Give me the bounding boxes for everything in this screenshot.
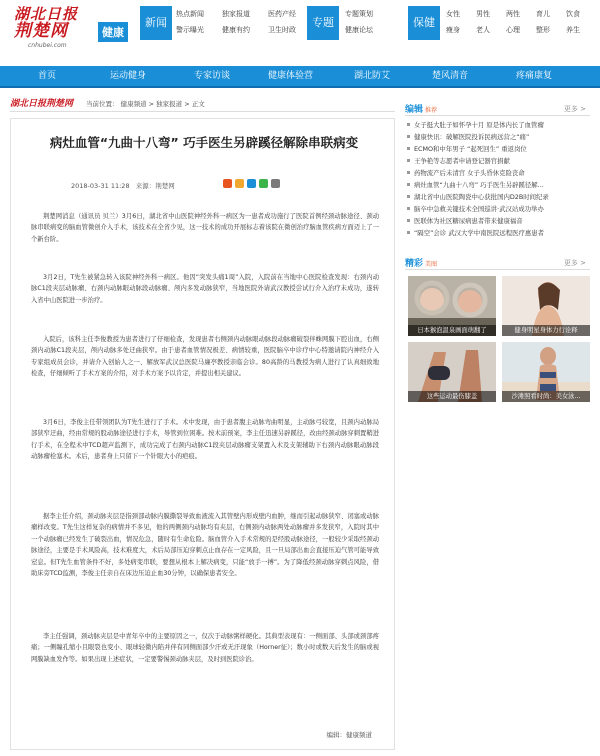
recommend-header bbox=[405, 102, 590, 116]
breadcrumb-item[interactable]: 健康频道 bbox=[120, 100, 147, 108]
list-item[interactable]: 湖北省中山医院陶瓷中心获批国内D2B时间纪录 bbox=[405, 192, 549, 201]
site-header bbox=[0, 0, 600, 60]
nav-link[interactable]: 健康论坛 bbox=[345, 26, 373, 34]
main-nav-item[interactable]: 疼痛康复 bbox=[516, 71, 553, 81]
share-weibo-icon[interactable] bbox=[223, 179, 232, 188]
nav-link[interactable]: 饮食 bbox=[566, 10, 580, 18]
photo-thumb[interactable] bbox=[502, 342, 590, 402]
photo-thumb[interactable] bbox=[408, 276, 496, 336]
nav-tag-health[interactable]: 保健 bbox=[408, 6, 440, 40]
nav-link[interactable]: 瘦身 bbox=[446, 26, 460, 34]
photo-caption: 健身明星身体力行诠释 bbox=[502, 325, 590, 336]
list-item[interactable]: 病灶血管“九曲十八弯” 巧手医生另辟蹊径解... bbox=[405, 180, 544, 189]
breadcrumb-item[interactable]: 独家报道 bbox=[156, 100, 183, 108]
article-title: 病灶血管“九曲十八弯” 巧手医生另辟蹊径解除串联病变 bbox=[49, 135, 359, 150]
article-source: 荆楚网 bbox=[155, 182, 175, 190]
nav-link[interactable]: 养生 bbox=[566, 26, 580, 34]
nav-link[interactable]: 健康有约 bbox=[222, 26, 250, 34]
article-editor: 编辑：健康频道 bbox=[326, 731, 372, 739]
article-paragraph: 3月2日，T先生被紧急转入该院神经外科一病区。他因“突发头痛1周”入院，入院前在当地中心医院检查发现：右颈内动脉C1段夹层动脉瘤、右颈内动脉眼动脉段动脉瘤、颅内多发动脉狭窄，当地医院外请武汉教授尝试行介入治疗未成功，遂转入省中山医院进一步治疗。 bbox=[31, 274, 379, 304]
nav-link[interactable]: 热点新闻 bbox=[176, 10, 204, 18]
site-url: cnhubei.com bbox=[28, 42, 67, 49]
main-nav-item[interactable]: 楚风清音 bbox=[432, 71, 469, 81]
nav-link[interactable]: 育儿 bbox=[536, 10, 550, 18]
nav-link[interactable]: 男性 bbox=[476, 10, 490, 18]
nav-block-topics bbox=[307, 6, 405, 40]
photo-caption: 日本猴泡温泉画面萌翻了 bbox=[408, 325, 496, 336]
breadcrumb-item-current: 正文 bbox=[191, 100, 205, 108]
article-source-label: 来源： bbox=[135, 182, 156, 190]
photo-caption: 沙滩照看时尚：美女泳... bbox=[502, 391, 590, 402]
main-nav-item-home[interactable]: 首页 bbox=[38, 71, 57, 81]
recommend-more-link[interactable]: 更多 > bbox=[563, 105, 586, 113]
nav-link[interactable]: 专题策划 bbox=[345, 10, 373, 18]
breadcrumb-logo[interactable]: 湖北日报荆楚网 bbox=[10, 99, 74, 109]
article bbox=[10, 118, 395, 750]
breadcrumb-separator: > bbox=[146, 100, 157, 108]
nav-link[interactable]: 老人 bbox=[476, 26, 490, 34]
article-paragraph: 入院后，该科主任李俊教授为患者进行了仔细检查，发现患者右侧颈内动脉眼动脉段动脉瘤破裂伴蛛网膜下腔出血，右侧颈内动脉C1段夹层，颅内动脉多处迂曲狭窄。由于患者血管情况极差、病情较重，医院脑卒中诊疗中心特邀请院内神经介入专家组成员会诊，并请介入创始人之一、解放军武汉总医院马廉亭教授亲临会诊。80高龄的马教授为病人进行了认真细致地检查，仔细倾听了手术方案的介绍，对手术方案予以肯定，并提出相关建议。 bbox=[31, 336, 379, 378]
nav-block-news bbox=[140, 6, 300, 40]
article-paragraph: 据李主任介绍，颈动脉夹层是指颈部动脉内膜撕裂导致血液流入其管壁内形成壁内血肿，继而引起动脉狭窄、闭塞或动脉瘤样改变。T先生这样复杂的病情并不多见，他的两侧颈内动脉均有夹层，右侧颈内动脉两处动脉瘤并多发狭窄，入院时其中一个动脉瘤已经发生了破裂出血，情况危急，随时有生命危险。脑血管介入手术常规的是经股动脉途径，一般较少采取经颈动脉途径，主要是手术风险高，技术难度大，术后局部压迫穿刺点止血存在一定风险，且一旦局部出血会直接压迫气管可能导致窒息。但T先生血管条件不好，多处病变串联，要想从根本上解决病变，只能“放手一搏”。为了降低经颈动脉穿刺点风险，借助床旁TCD监测，李俊主任亲自在床边压迫止血30分钟，以确保患者安全。 bbox=[31, 513, 379, 578]
nav-link[interactable]: 整形 bbox=[536, 26, 550, 34]
photo-title: 精彩 美图 bbox=[405, 259, 438, 269]
nav-link[interactable]: 警示曝光 bbox=[176, 26, 204, 34]
nav-link[interactable]: 独家报道 bbox=[222, 10, 250, 18]
main-nav-item[interactable]: 专家访谈 bbox=[194, 71, 231, 81]
recommend-title: 编辑 推荐 bbox=[405, 105, 438, 115]
breadcrumb bbox=[10, 94, 395, 112]
channel-tag: 健康 bbox=[98, 22, 128, 42]
list-item[interactable]: 医联体为社区糖尿病患者带来健康福音 bbox=[405, 216, 523, 225]
site-logo[interactable] bbox=[14, 6, 142, 50]
main-nav-item[interactable]: 运动健身 bbox=[110, 71, 147, 81]
nav-link[interactable]: 医药产经 bbox=[268, 10, 296, 18]
breadcrumb-separator: > bbox=[182, 100, 192, 108]
main-nav-item[interactable]: 湖北防艾 bbox=[354, 71, 391, 81]
share-wechat-icon[interactable] bbox=[259, 179, 268, 188]
main-nav-item[interactable]: 健康体验营 bbox=[268, 71, 314, 81]
list-item[interactable]: 女子挺大肚子如怀孕十月 原是体内长了血管瘤 bbox=[405, 120, 544, 129]
breadcrumb-label: 当前位置： bbox=[86, 100, 119, 108]
list-item[interactable]: 脑卒中急救关键技术全国巡讲·武汉站成功举办 bbox=[405, 204, 544, 213]
nav-link[interactable]: 两性 bbox=[506, 10, 520, 18]
photo-thumb[interactable] bbox=[408, 342, 496, 402]
article-paragraph: 荆楚网消息（通讯员 贝兰）3月6日，湖北省中山医院神经外科一病区为一患者成功施行了医院首例经颈动脉途径、颈动脉串联病变的脑血管微创介入手术，该技术在全省少见，这一技术的成功开展标志着该院在微创治疗脑血管疾病方面迈上了一个新台阶。 bbox=[31, 213, 379, 243]
share-qq-icon[interactable] bbox=[247, 179, 256, 188]
photo-thumb[interactable] bbox=[502, 276, 590, 336]
nav-link[interactable]: 心理 bbox=[506, 26, 520, 34]
nav-tag-news[interactable]: 新闻 bbox=[140, 6, 172, 40]
brand-line2: 荆楚网 bbox=[14, 21, 68, 41]
list-item[interactable]: ECMO和中年男子 “起死回生” 重返岗位 bbox=[405, 144, 527, 153]
list-item[interactable]: 王争艳等志愿者申请登记器官捐献 bbox=[405, 156, 510, 165]
nav-block-health bbox=[408, 6, 598, 40]
nav-link[interactable]: 卫生时政 bbox=[268, 26, 296, 34]
photo-header bbox=[405, 256, 590, 270]
article-date: 2018-03-31 11:28 bbox=[71, 182, 130, 190]
brand-line1: 湖北日报 bbox=[14, 5, 79, 23]
list-item[interactable]: 药物流产后未清宫 女子头昏休克险丧命 bbox=[405, 168, 525, 177]
nav-link[interactable]: 女性 bbox=[446, 10, 460, 18]
breadcrumb-path bbox=[86, 99, 205, 108]
main-nav-bar bbox=[0, 66, 600, 88]
nav-tag-topics[interactable]: 专题 bbox=[307, 6, 339, 40]
list-item[interactable]: 健康快讯：破解医院投诉民病远营之“痛” bbox=[405, 132, 529, 141]
share-more-icon[interactable] bbox=[271, 179, 280, 188]
photo-more-link[interactable]: 更多 > bbox=[563, 259, 586, 267]
list-item[interactable]: “隔空”会诊 武汉大学中南医院远程医疗惠患者 bbox=[405, 228, 544, 237]
photo-caption: 这些运动最伤膝盖 bbox=[408, 391, 496, 402]
article-paragraph: 李主任强调，颈动脉夹层是中青年卒中的主要原因之一，仅次于动脉粥样硬化。其典型表现有：一侧面部、头部或颈部疼痛；一侧瞳孔缩小且眼裂也变小、眼球轻微内陷并伴有同侧面部少汗或无汗现象（Horner征）；数小时或数天后发生的脑或视网膜缺血发作等。如果出现上述症状，一定要警惕颈动脉夹层，及时到医院诊治。 bbox=[31, 633, 379, 663]
share-qzone-icon[interactable] bbox=[235, 179, 244, 188]
article-paragraph: 3月6日，李俊主任带领团队为T先生进行了手术。术中发现，由于患者腹主动脉弯曲明显，主动脉弓较宽，且颈内动脉局部狭窄迂曲，经由常规的股动脉途径进行手术，导管到位困难。按术前预案，李主任迅速另辟蹊径，改由经颈动脉穿刺置鞘进行手术，在全程术中TCD超声监测下，成功完成了右颈内动脉C1段夹层动脉瘤支架置入术及支架辅助下右颈内动脉眼动脉段动脉瘤栓塞术。术后，患者身上只留下一个针眼大小的疤痕。 bbox=[31, 419, 379, 461]
article-meta bbox=[71, 181, 175, 190]
